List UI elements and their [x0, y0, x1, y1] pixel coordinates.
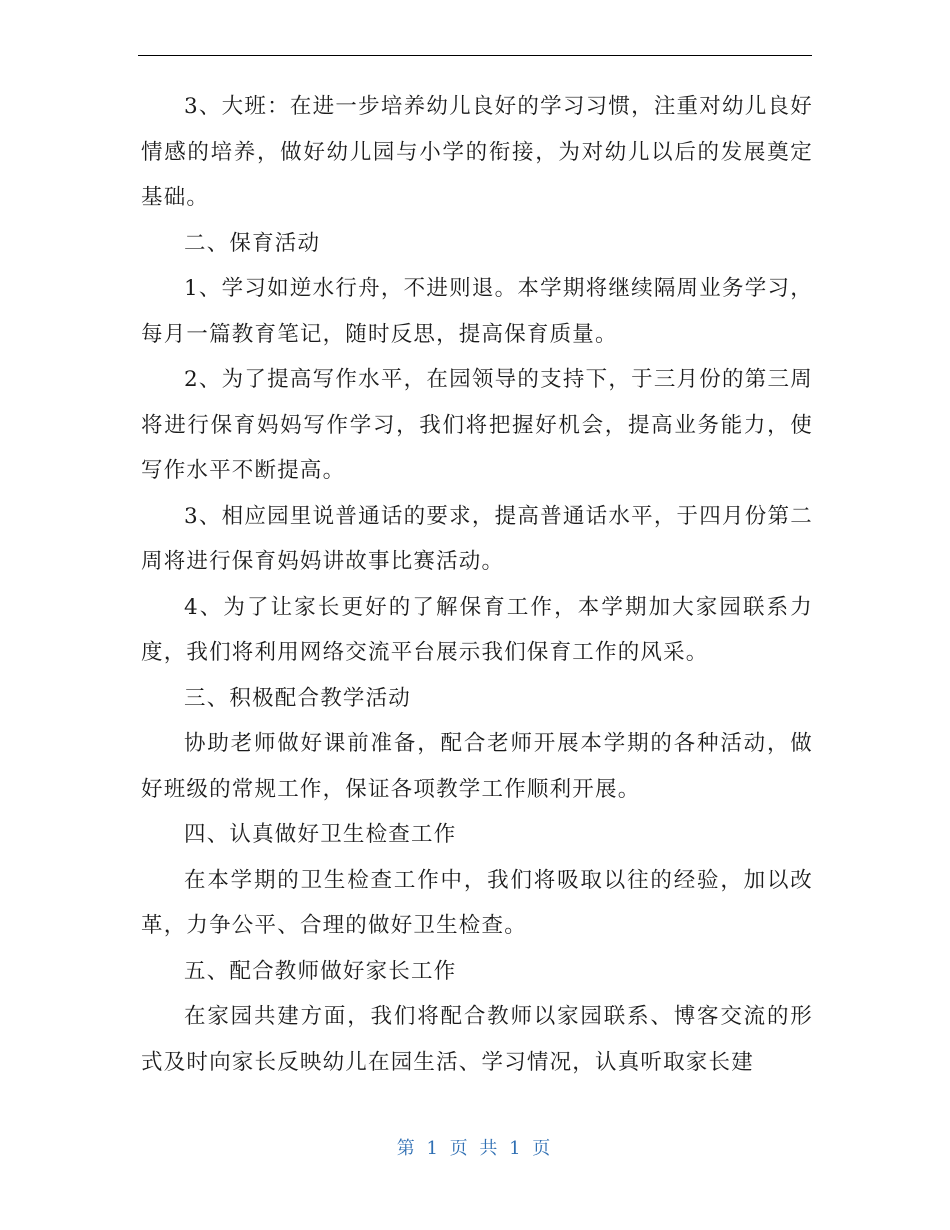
document-body [141, 84, 813, 1085]
paragraph-teaching-support: 协助老师做好课前准备，配合老师开展本学期的各种活动，做好班级的常规工作，保证各项教学工作顺利开展。 [141, 731, 813, 802]
page-number-footer: 第 1 页 共 1 页 [396, 1138, 554, 1159]
section-heading-teaching-support: 三、积极配合教学活动 [184, 685, 412, 711]
paragraph-care-item-1: 1、学习如逆水行舟，不进则退。本学期将继续隔周业务学习，每月一篇教育笔记，随时反思，提高保育质量。 [141, 276, 813, 347]
header-rule [138, 55, 812, 56]
section-heading-hygiene-inspection: 四、认真做好卫生检查工作 [184, 822, 457, 847]
section-heading-care-activities: 二、保育活动 [184, 230, 321, 256]
section-heading-parent-work: 五、配合教师做好家长工作 [184, 958, 457, 984]
paragraph-care-item-4: 4、为了让家长更好的了解保育工作，本学期加大家园联系力度，我们将利用网络交流平台展示我们保育工作的风采。 [141, 594, 813, 665]
paragraph-class-large: 3、大班：在进一步培养幼儿良好的学习习惯，注重对幼儿良好情感的培养，做好幼儿园与小学的衔接，为对幼儿以后的发展奠定基础。 [141, 94, 813, 210]
paragraph-parent-work: 在家园共建方面，我们将配合教师以家园联系、博客交流的形式及时向家长反映幼儿在园生活、学习情况，认真听取家长建 [141, 1004, 813, 1075]
paragraph-care-item-2: 2、为了提高写作水平，在园领导的支持下，于三月份的第三周将进行保育妈妈写作学习，我们将把握好机会，提高业务能力，使写作水平不断提高。 [141, 367, 813, 483]
paragraph-care-item-3: 3、相应园里说普通话的要求，提高普通话水平，于四月份第二周将进行保育妈妈讲故事比赛活动。 [141, 503, 813, 574]
paragraph-hygiene-inspection: 在本学期的卫生检查工作中，我们将吸取以往的经验，加以改革，力争公平、合理的做好卫生检查。 [141, 867, 813, 938]
